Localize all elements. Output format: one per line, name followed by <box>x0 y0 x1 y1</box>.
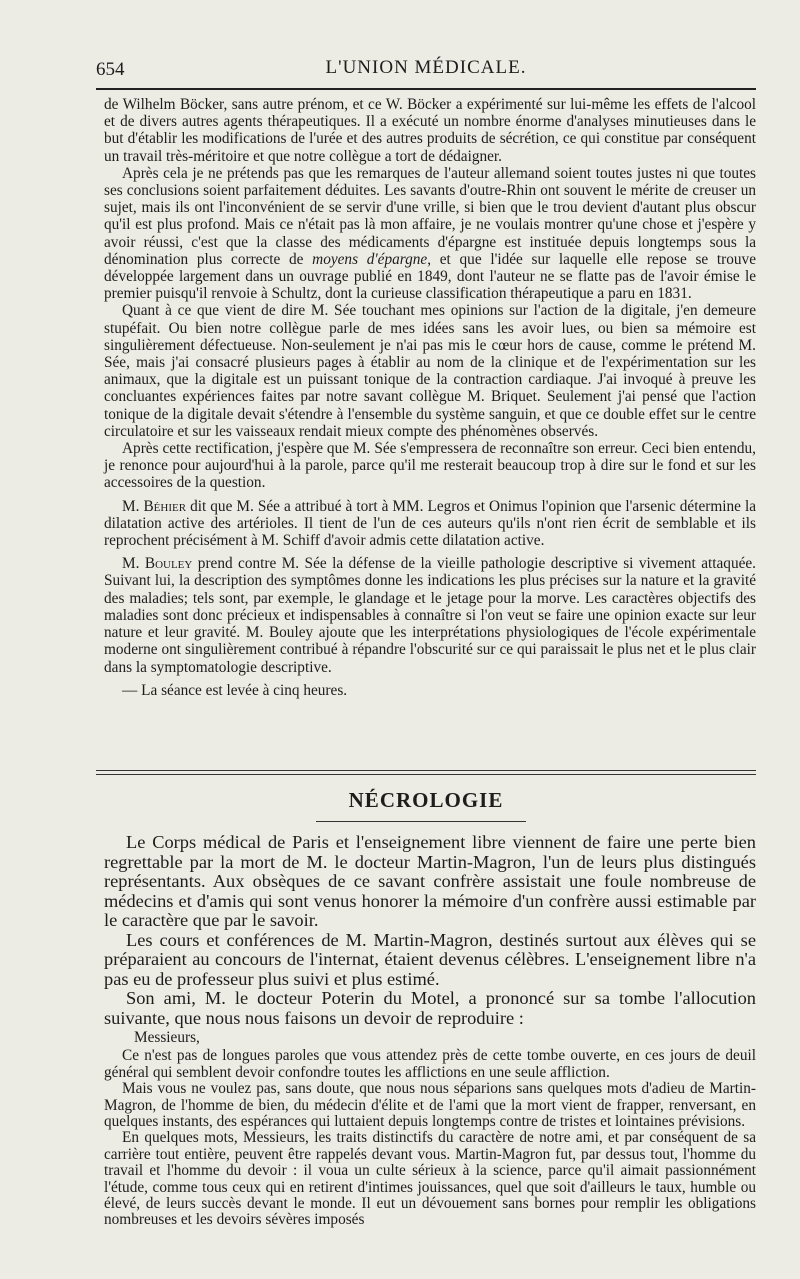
speech-address: Messieurs, <box>134 1029 200 1046</box>
necrology-paragraph: Son ami, M. le docteur Poterin du Motel, a prononcé sur sa tombe l'allocution suivante, que nous nous faisons un devoir de reproduire : <box>104 988 756 1028</box>
speaker-name: Béhier <box>143 497 187 515</box>
italic-term: moyens d'épargne <box>312 250 428 268</box>
paragraph-bocker: de Wilhelm Böcker, sans autre prénom, et ce W. Böcker a expérimenté sur lui-même les effets de l'alcool et de divers autres agents thérapeutiques. Il a exécuté un nombre énorme d'analyses minutieuses dans le but d'établir les modifications de l'urée et des autres produits de sécrétion, ce qui constitue par conséquent un travail très-méritoire et que notre collègue a tort de dédaigner. <box>104 96 756 165</box>
necrology-paragraph: Le Corps médical de Paris et l'enseignement libre viennent de faire une perte bien regrettable par la mort de M. le docteur Martin-Magron, l'un de leurs plus distingués représentants. Aux obsèques de ce savant confrère assistait une foule nombreuse de médecins et d'amis qui sont venus honorer la mémoire d'un confrère aussi estimable par le caractère que par le savoir. <box>104 832 756 930</box>
paragraph-epargne <box>104 165 756 303</box>
paragraph-text: , et que l'idée sur laquelle elle repose se trouve développée largement dans un ouvrage publié en 1849, dont l'auteur ne se flatte pas de l'avoir émise le premier puisqu'il renvoie à Schultz, dont la curieuse classification thérapeutique a paru en 1831. <box>104 250 756 303</box>
paragraph-text: prend contre M. Sée la défense de la vieille pathologie descriptive si vivement attaquée. Suivant lui, la description des symptômes donne les indications les plus précises sur la nature et la gravité des maladies; tels sont, par exemple, le glandage et le jetage pour la morve. Les caractères objectifs des maladies sont donc précieux et indispensables à connaître si l'on veut se faire une opinion exacte sur leur nature et leur gravité. M. Bouley ajoute que les interprétations physiologiques de l'école expérimentale moderne ont singulièrement contribué à répandre l'obscurité sur ce qui paraissait le plus net et le plus clair dans la symptomatologie descriptive. <box>104 555 756 676</box>
header-rule <box>96 88 756 90</box>
title-underline <box>316 821 526 822</box>
page-number: 654 <box>96 59 125 80</box>
page-header <box>96 55 756 85</box>
paragraph-behier <box>104 498 756 550</box>
section-title: NÉCROLOGIE <box>348 788 504 812</box>
paragraph-rectification: Après cette rectification, j'espère que M. Sée s'empressera de reconnaître son erreur. Ceci bien entendu, je renonce pour aujourd'hui à la parole, parce qu'il me resterait beaucoup trop à dire sur le fond et sur les accessoires de la question. <box>104 440 756 492</box>
paragraph-text: dit que M. Sée a attribué à tort à MM. Legros et Onimus l'opinion que l'arsenic détermine la dilatation active des artérioles. Il tient de l'un de ces auteurs qu'ils n'ont rien écrit de semblable et ils reprochent précisément à M. Schiff d'avoir admis cette dilatation active. <box>104 497 756 550</box>
paragraph-text: Après cela je ne prétends pas que les remarques de l'auteur allemand soient toutes justes ni que toutes ses conclusions soient parfaitement déduites. Les savants d'outre-Rhin ont souvent le mérite de creuser un sujet, mais ils ont l'inconvénient de se servir d'une vrille, si bien que le trou devient d'autant plus obscur qu'il est plus profond. Mais ce n'était pas là mon affaire, je ne voulais montrer qu'une chose et j'espère y avoir réussi, c'est que la classe des médicaments d'épargne est instituée depuis longtemps sous la dénomination plus correcte de <box>104 164 756 268</box>
speaker-title: M. <box>122 555 140 573</box>
speaker-name: Bouley <box>144 555 193 573</box>
necrology-text <box>104 833 756 1028</box>
section-divider <box>96 770 756 775</box>
paragraph-bouley <box>104 555 756 675</box>
speech-paragraph: Mais vous ne voulez pas, sans doute, que nous nous séparions sans quelques mots d'adieu de Martin-Magron, de l'homme de bien, du médecin d'élite et de l'ami que la mort vient de frapper, renversant, en quelques instants, des espérances qui luttaient depuis longtemps contre de tristes et lointaines prévisions. <box>104 1080 756 1131</box>
speech-paragraph: Ce n'est pas de longues paroles que vous attendez près de cette tombe ouverte, en ces jours de deuil général qui semblent devoir confondre toutes les afflictions en une seule affliction. <box>104 1047 756 1081</box>
session-closing: — La séance est levée à cinq heures. <box>122 681 348 699</box>
running-title: L'UNION MÉDICALE. <box>325 57 527 78</box>
speech-paragraph: En quelques mots, Messieurs, les traits distinctifs du caractère de notre ami, et par conséquent de sa carrière tout entière, peuvent être rappelés devant vous. Martin-Magron fut, par dessus tout, l'homme du travail et l'homme du devoir : il voua un culte sérieux à la science, parce qu'il aimait passionnément l'étude, comme tous ceux qui en retirent d'intimes jouissances, quel que soit d'ailleurs le taux, humble ou élevé, de leurs succès devant le monde. Il eut un dévouement sans bornes pour remplir les obligations nombreuses et les devoirs sévères imposés <box>104 1129 756 1229</box>
necrology-paragraph: Les cours et conférences de M. Martin-Magron, destinés surtout aux élèves qui se préparaient au concours de l'internat, étaient devenus célèbres. L'enseignement libre n'a pas eu de professeur plus suivi et plus estimé. <box>104 929 756 989</box>
paragraph-digitale: Quant à ce que vient de dire M. Sée touchant mes opinions sur l'action de la digitale, j'en demeure stupéfait. Ou bien notre collègue parle de mes idées sans les avoir lues, ou bien sa mémoire est singulièrement défectueuse. Non-seulement je n'ai pas mis le cœur hors de cause, comme le prétend M. Sée, mais j'ai consacré plusieurs pages à établir au nom de la clinique et de l'expérimentation sur les animaux, que la digitale est un puissant tonique de la contraction cardiaque. J'ai invoqué à preuve les concluantes expériences faites par notre savant collègue M. Briquet. Seulement j'ai pensé que l'action tonique de la digitale devait s'étendre à l'ensemble du système sanguin, et que ce double effet sur le centre circulatoire et sur les vaisseaux rendait mieux compte des phénomènes observés. <box>104 302 756 440</box>
funeral-speech <box>104 1030 756 1229</box>
speaker-title: M. <box>122 497 140 515</box>
session-report <box>104 96 756 699</box>
